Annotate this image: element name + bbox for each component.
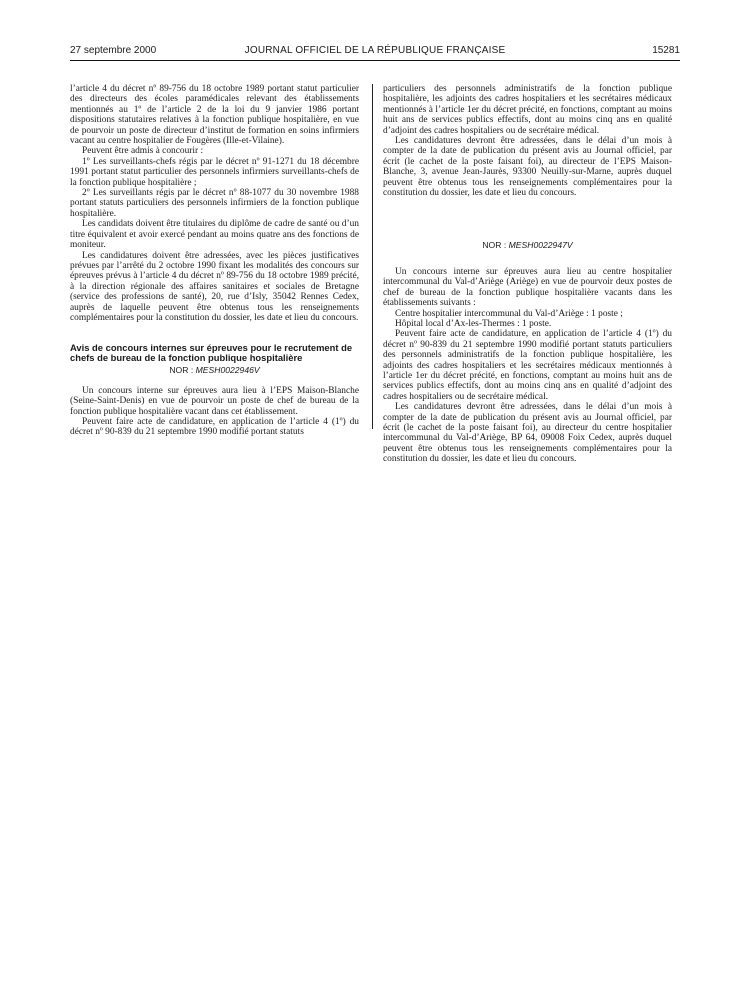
paragraph: Les candidatures devront être adressées, dans le délai d’un mois à compter de la date de publication du présent avis au Journal officiel, par écrit (le cachet de la poste faisant foi), au directeur de l’EPS Maison-Blanche, 3, avenue Jean-Jaurès, 93300 Neuilly-sur-Marne, auprès duquel peuvent être obtenus tous les renseignements complémentaires pour la constitution du dossier, les date et lieu du concours. — [383, 136, 672, 199]
paragraph: Un concours interne sur épreuves aura lieu au centre hospitalier intercommunal du Val-d’Ariège (Ariège) en vue de pourvoir deux postes de chef de bureau de la fonction publique hospitalière vacants dans les établissements suivants : — [383, 266, 672, 309]
paragraph: Centre hospitalier intercommunal du Val-d’Ariège : 1 poste ; — [395, 308, 623, 319]
paragraph: Un concours interne sur épreuves aura lieu à l’EPS Maison-Blanche (Seine-Saint-Denis) en vue de pourvoir un poste de chef de bureau de la fonction publique hospitalière vacant dans cet établissement. — [70, 385, 359, 417]
page-header — [70, 45, 680, 59]
paragraph: Les candidatures doivent être adressées, avec les pièces justificatives prévues par l’arrêté du 2 octobre 1990 fixant les modalités des concours sur épreuves prévus à l’article 4 du décret nº 89-756 du 18 octobre 1989 précité, à la direction régionale des affaires sanitaires et sociales de Bretagne (service des professions de santé), 20, rue d’Isly, 35042 Rennes Cedex, auprès de laquelle peuvent être obtenus tous les renseignements complémentaires pour la constitution du dossier, les date et lieu du concours. — [70, 250, 359, 323]
paragraph: l’article 4 du décret nº 89-756 du 18 octobre 1989 portant statut particulier des directeurs des écoles paramédicales relevant des établissements mentionnés au 1º de l’article 2 de la loi du 9 janvier 1986 portant dispositions statutaires relatives à la fonction publique hospitalière, en vue de pourvoir un poste de directeur d’institut de formation en soins infirmiers vacant au centre hospitalier de Fougères (Ille-et-Vilaine). — [70, 84, 359, 147]
journal-title: JOURNAL OFFICIEL DE LA RÉPUBLIQUE FRANÇAISE — [244, 45, 506, 56]
nor-label: NOR : — [169, 365, 194, 376]
right-column — [383, 84, 672, 465]
paragraph: particuliers des personnels administratifs de la fonction publique hospitalière, les adjoints des cadres hospitaliers et les secrétaires médicaux mentionnés à l’article 1er du décret précité, en fonctions, comptant au moins huit ans de services publics effectifs, dont au moins cinq ans en qualité d’adjoint des cadres hospitaliers ou de secrétaire médical. — [383, 84, 672, 136]
nor-reference — [70, 365, 359, 375]
paragraph: Hôpital local d’Ax-les-Thermes : 1 poste. — [395, 318, 552, 329]
paragraph: 2º Les surveillants régis par le décret nº 88-1077 du 30 novembre 1988 portant statuts particuliers des personnels infirmiers de la fonction publique hospitalière. — [70, 188, 359, 219]
header-rule — [70, 60, 680, 61]
paragraph: Les candidats doivent être titulaires du diplôme de cadre de santé ou d’un titre équivalent et avoir exercé pendant au moins quatre ans des fonctions de moniteur. — [70, 219, 359, 251]
nor-label: NOR : — [482, 240, 507, 251]
paragraph: Peuvent être admis à concourir : — [82, 146, 204, 157]
paragraph: Les candidatures devront être adressées, dans le délai d’un mois à compter de la date de publication du présent avis au Journal officiel, par écrit (le cachet de la poste faisant foi), au directeur du centre hospitalier intercommunal du Val-d’Ariège, BP 64, 09008 Foix Cedex, auprès duquel peuvent être obtenus tous les renseignements complémentaires pour la constitution du dossier, les date et lieu du concours. — [383, 402, 672, 465]
page-number: 15281 — [652, 45, 680, 56]
publication-date: 27 septembre 2000 — [70, 45, 157, 56]
section-title: Avis de concours internes sur épreuves pour le recrutement de chefs de bureau de la fonction publique hospitalière — [70, 342, 353, 364]
paragraph: 1º Les surveillants-chefs régis par le décret nº 91-1271 du 18 décembre 1991 portant statut particulier des personnels infirmiers surveillants-chefs de la fonction publique hospitalière ; — [70, 156, 359, 188]
paragraph: Peuvent faire acte de candidature, en application de l’article 4 (1º) du décret nº 90-839 du 21 septembre 1990 modifié portant statuts — [70, 416, 359, 438]
left-column — [70, 84, 359, 438]
nor-reference — [383, 240, 672, 250]
paragraph: Peuvent faire acte de candidature, en application de l’article 4 (1º) du décret nº 90-839 du 21 septembre 1990 modifié portant statuts particuliers des personnels administratifs de la fonction publique hospitalière, les adjoints des cadres hospitaliers et les secrétaires médicaux mentionnés à l’article 1er du décret précité, en fonctions, comptant au moins huit ans de services publics effectifs, dont au moins cinq ans en qualité d’adjoint des cadres hospitaliers ou de secrétaire médical. — [383, 329, 672, 402]
column-separator — [372, 84, 373, 429]
nor-code: MESH0022947V — [508, 240, 573, 251]
nor-code: MESH0022946V — [195, 365, 260, 376]
